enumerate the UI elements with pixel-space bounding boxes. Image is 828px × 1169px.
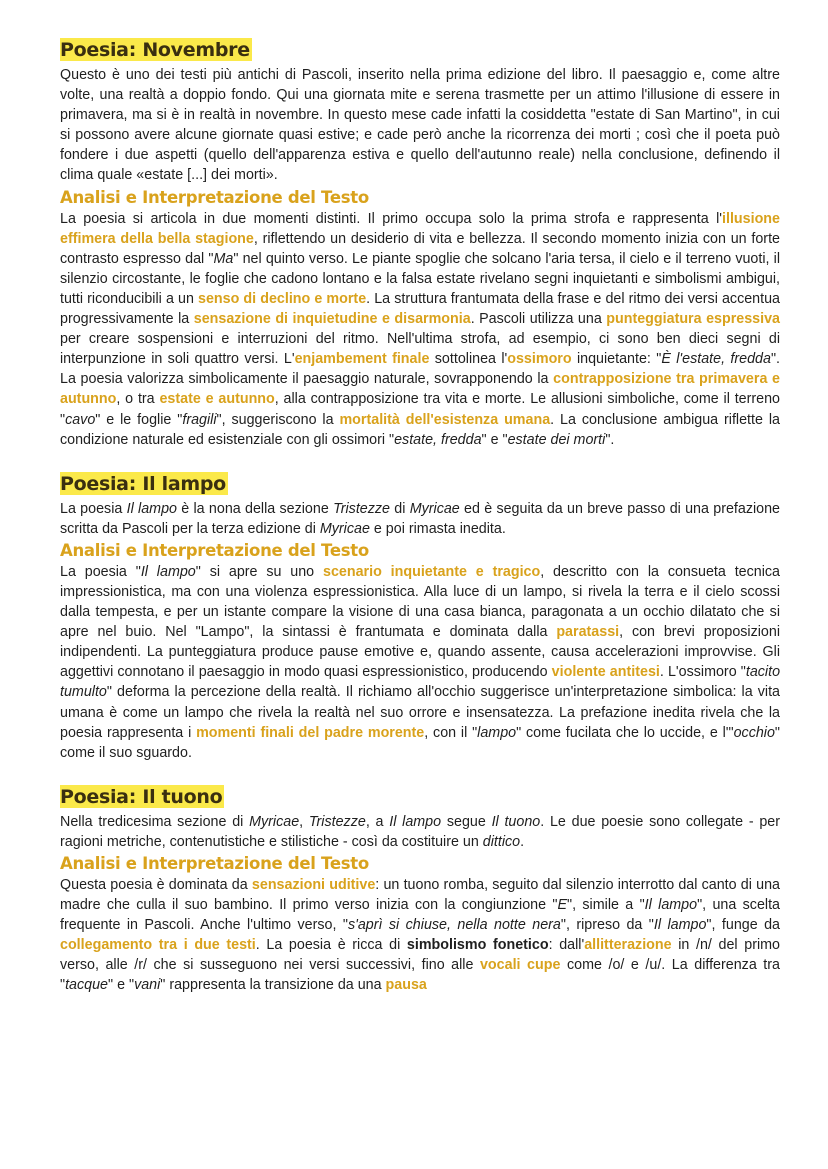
analysis-heading: Analisi e Interpretazione del Testo [60, 187, 369, 207]
analysis-paragraph: La poesia "Il lampo" si apre su uno scenario inquietante e tragico, descritto con la consueta tecnica impressionistica, ma con una violenza espressionistica. Alla luce di un lampo, si rivela la terra e il cielo scossi dalla tempesta, e per un istante compare la visione di una casa bianca, paragonata a un occhio dilatato che si apre nel buio. Nel "Lampo", la sintassi è frantumata e dominata dalla paratassi, con brevi proposizioni indipendenti. La punteggiatura produce pause emotive e, quando assente, causa accelerazioni improvvise. Gli aggettivi connotano il paesaggio in modo quasi espressionistico, producendo violente antitesi. L'ossimoro "tacito tumulto" deforma la percezione della realtà. Il richiamo all'occhio suggerisce un'interpretazione simbolica: la vita umana è come un lampo che rivela la realtà nel suo orrore e insensatezza. La prefazione inedita rivela che la poesia rappresenta i momenti finali del padre morente, con il "lampo" come fucilata che lo uccide, e l'"occhio" come il suo sguardo. [60, 563, 781, 761]
section-title: Poesia: Novembre [60, 39, 250, 61]
section-il-lampo [60, 472, 780, 763]
analysis-paragraph: La poesia si articola in due momenti distinti. Il primo occupa solo la prima strofa e rappresenta l'illusione effimera della bella stagione, riflettendo un desiderio di vita e bellezza. Il secondo momento inizia con un forte contrasto espresso dal "Ma" nel quinto verso. Le piante spoglie che solcano l'aria tersa, il cielo e il terreno vuoti, il silenzio circostante, le foglie che cadono lontano e la falsa estate rivelano segni inquietanti e simbolismi ambigui, tutti riconducibili a un senso di declino e morte. La struttura frantumata della frase e del ritmo dei versi accentua progressivamente la sensazione di inquietudine e disarmonia. Pascoli utilizza una punteggiatura espressiva per creare sospensioni e interruzioni del ritmo. Nell'ultima strofa, ad esempio, ci sono ben dieci segni di interpunzione in soli quattro versi. L'enjambement finale sottolinea l'ossimoro inquietante: "È l'estate, fredda". La poesia valorizza simbolicamente il paesaggio naturale, sovrapponendo la contrapposizione tra primavera e autunno, o tra estate e autunno, alla contrapposizione tra vita e morte. Le allusioni simboliche, come il terreno "cavo" e le foglie "fragili", suggeriscono la mortalità dell'esistenza umana. La conclusione ambigua riflette la condizione naturale ed esistenziale con gli ossimori "estate, fredda" e "estate dei morti". [60, 210, 781, 448]
section-il-tuono [60, 785, 780, 996]
analysis-paragraph: Questa poesia è dominata da sensazioni uditive: un tuono romba, seguito dal silenzio interrotto dal canto di una madre che culla il suo bambino. Il primo verso inizia con la congiunzione "E", simile a "Il lampo", una scelta frequente in Pascoli. Anche l'ultimo verso, "s'aprì si chiuse, nella notte nera", ripreso da "Il lampo", funge da collegamento tra i due testi. La poesia è ricca di simbolismo fonetico: dall'allitterazione in /n/ del primo verso, alle /r/ che si susseguono nei versi successivi, fino alle vocali cupe come /o/ e /u/. La differenza tra "tacque" e "vani" rappresenta la transizione da una pausa [60, 877, 781, 994]
intro-paragraph: Questo è uno dei testi più antichi di Pascoli, inserito nella prima edizione del libro. Il paesaggio e, come altre volte, una realtà a doppio fondo. Qui una giornata mite e serena trasmette per un attimo l'illusione di essere in primavera, ma si è in realtà in novembre. In questo mese cade infatti la cosiddetta "estate di San Martino", in cui si possono avere alcune giornate quasi estive; e cade però anche la ricorrenza dei morti ; così che il poeta può fondere i due aspetti (quello dell'apparenza estiva e quello dell'autunno reale) nella conclusione, definendo il clima quale «estate [...] dei morti». [60, 67, 780, 184]
section-title: Poesia: Il tuono [60, 785, 223, 808]
section-title: Poesia: Il lampo [60, 472, 226, 495]
section-novembre [60, 38, 780, 450]
analysis-heading: Analisi e Interpretazione del Testo [60, 540, 369, 560]
intro-paragraph: Nella tredicesima sezione di Myricae, Tristezze, a Il lampo segue Il tuono. Le due poesie sono collegate - per ragioni metriche, contenutistiche e stilistiche - così da costituire un dittico. [60, 813, 781, 850]
analysis-heading: Analisi e Interpretazione del Testo [60, 854, 369, 873]
intro-paragraph: La poesia Il lampo è la nona della sezione Tristezze di Myricae ed è seguita da un breve passo di una prefazione scritta da Pascoli per la terza edizione di Myricae e poi rimasta inedita. [60, 500, 781, 537]
